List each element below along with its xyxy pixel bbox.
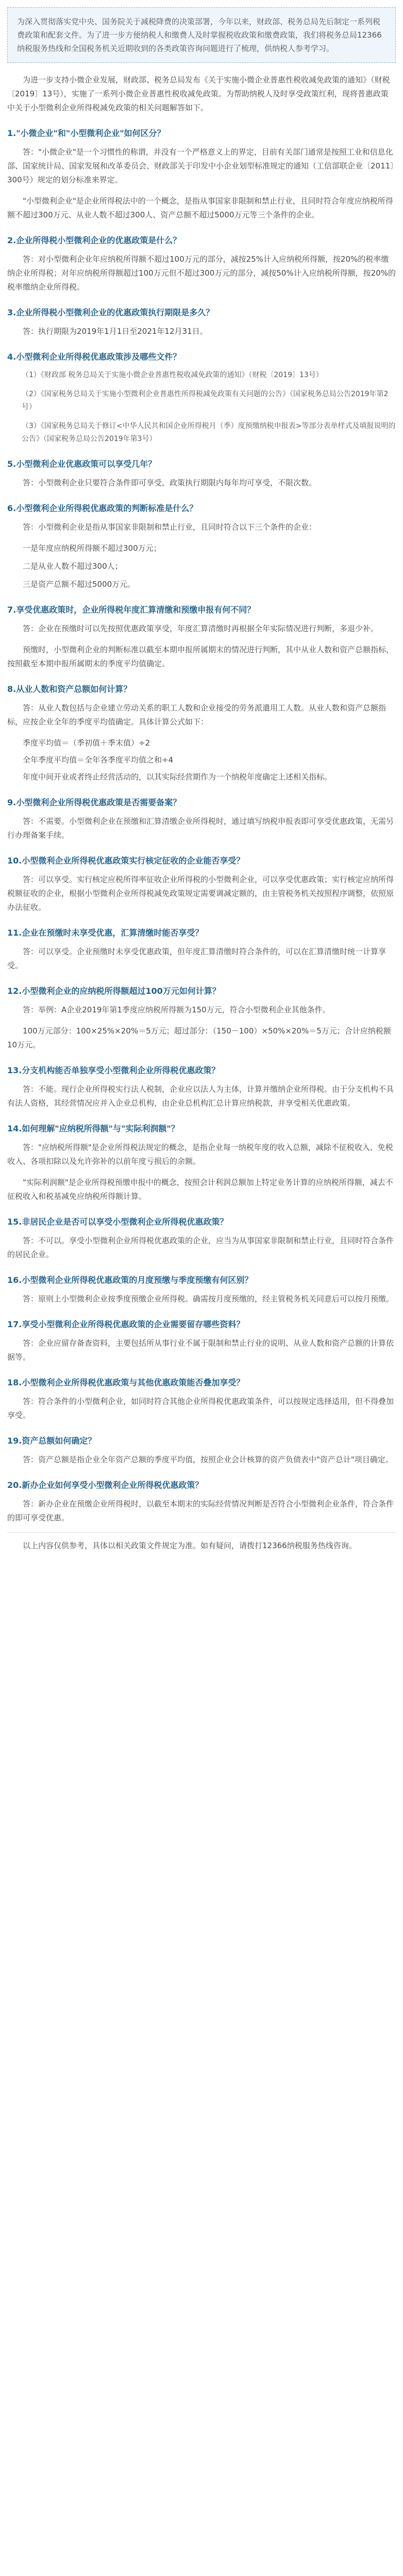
closing-paragraph: 以上内容仅供参考，具体以相关政策文件规定为准。如有疑问，请拨打12366纳税服务热线咨询。 [23,1541,357,1550]
formula-annual-average: 全年季度平均值＝全年各季度平均值之和÷4 [23,755,174,765]
question-7-title: 7.享受优惠政策时，企业所得税年度汇算清缴和预缴申报有何不同？ [7,605,256,615]
question-10-title: 10.小型微利企业所得税优惠政策实行核定征收的企业能否享受？ [7,856,245,866]
answer-15-para-1: 答：不可以。享受小型微利企业所得税优惠政策的企业，应当为从事国家非限制和禁止行业，且同时符合条件的居民企业。 [7,1236,394,1259]
question-20-title: 20.新办企业如何享受小型微利企业所得税优惠政策？ [7,1480,204,1490]
answer-2-para-1: 答：对小型微利企业年应纳税所得额不超过100万元的部分，减按25%计入应纳税所得额，按20%的税率缴纳企业所得税；对年应纳税所得额超过100万元但不超过300万元的部分，减按50%计入应纳税所得额，按20%的税率缴纳企业所得税。 [7,255,396,292]
question-15-title: 15.非居民企业是否可以享受小型微利企业所得税优惠政策？ [7,1217,228,1227]
condition-item-3: 三是资产总额不超过5000万元。 [23,580,136,589]
answer-12-para-2: 100万元部分：100×25%×20%＝5万元；超过部分：（150－100）×50%×20%＝5万元；合计应纳税额10万元。 [7,1026,391,1049]
question-12-title: 12.小型微利企业的应纳税所得额超过100万元如何计算？ [7,986,221,996]
answer-8-para-2: 年度中间开业或者终止经营活动的，以其实际经营期作为一个纳税年度确定上述相关指标。 [23,772,332,782]
policy-ref-3: （3）《国家税务总局关于修订<中华人民共和国企业所得税月（季）度预缴纳税申报表>等部分表单样式及填报说明的公告》（国家税务总局公告2019年第3号） [22,422,396,443]
answer-1-para-2: "小型微利企业"是企业所得税法中的一个概念，是指从事国家非限制和禁止行业，且同时符合年度应纳税所得额不超过300万元、从业人数不超过300人、资产总额不超过5000万元等三个条件的企业。 [7,196,393,219]
answer-7-para-1: 答：企业在预缴时可以先按照优惠政策享受，年度汇算清缴时再根据全年实际情况进行判断，多退少补。 [23,624,379,633]
answer-19-para-1: 答：资产总额是指企业全年资产总额的季度平均值，按照企业会计核算的资产负债表中"资产总计"项目确定。 [23,1455,393,1464]
question-11-title: 11.企业在预缴时未享受优惠，汇算清缴时能否享受？ [7,928,204,938]
answer-1-para-1: 答："小微企业"是一个习惯性的称谓，并没有一个严格意义上的界定，目前有关部门通常是按照工业和信息化部、国家统计局、国家发展和改革委员会、财政部关于印发中小企业划型标准规定的通知（工信部联企业〔2011〕300号）规定的划分标准来界定。 [7,147,394,184]
question-2-title: 2.企业所得税小型微利企业的优惠政策是什么？ [7,235,181,245]
question-3-title: 3.企业所得税小型微利企业的优惠政策执行期限是多久？ [7,308,214,317]
question-9-title: 9.小型微利企业所得税优惠政策是否需要备案？ [7,798,181,807]
condition-item-1: 一是年度应纳税所得额不超过300万元； [23,544,161,553]
question-16-title: 16.小型微利企业所得税优惠政策的月度预缴与季度预缴有何区别？ [7,1275,253,1285]
intro-box [7,7,396,63]
policy-ref-2: （2）《国家税务总局关于实施小型微利企业普惠性所得税减免政策有关问题的公告》（国家税务总局公告2019年第2号） [22,390,389,411]
answer-10-para-1: 答：可以享受。实行核定应税所得率征收企业所得税的小型微利企业，可以享受优惠政策；实行核定应纳所得税额征收的企业，根据小型微利企业所得税减免政策规定需要调减定额的，由主管税务机关按照程序调整，依照原办法征收。 [7,875,394,912]
question-18-title: 18.小型微利企业所得税优惠政策与其他优惠政策能否叠加享受？ [7,1378,245,1387]
answer-5-para-1: 答：小型微利企业只要符合条件即可享受，政策执行期限内每年均可享受，不限次数。 [23,478,317,487]
answer-6-para-1: 答：小型微利企业是指从事国家非限制和禁止行业，且同时符合以下三个条件的企业： [23,522,317,532]
closing-divider [7,1532,396,1533]
question-13-title: 13.分支机构能否单独享受小型微利企业所得税优惠政策？ [7,1065,220,1075]
policy-ref-1: （1）《财政部 税务总局关于实施小微企业普惠性税收减免政策的通知》（财税〔2019〕13号） [22,371,323,379]
question-19-title: 19.资产总额如何确定？ [7,1436,96,1446]
opening-paragraph: 为进一步支持小微企业发展，财政部、税务总局发布《关于实施小微企业普惠性税收减免政策的通知》（财税〔2019〕13号），实施了一系列小微企业普惠性税收减免政策。为帮助纳税人及时享受政策红利，现将普惠政策中关于小型微利企业所得税减免政策的相关问题解答如下。 [7,75,390,112]
answer-12-para-1: 答：举例：A企业2019年第1季度应纳税所得额为150万元，符合小型微利企业其他条件。 [23,1005,330,1014]
answer-17-para-1: 答：企业应留存备查资料，主要包括所从事行业不属于限制和禁止行业的说明、从业人数和资产总额的计算依据等。 [7,1338,394,1362]
answer-9-para-1: 答：不需要。小型微利企业在预缴和汇算清缴企业所得税时，通过填写纳税申报表即可享受优惠政策，无需另行办理备案手续。 [7,817,394,840]
answer-13-para-1: 答：不能。现行企业所得税实行法人税制，企业应以法人为主体，计算并缴纳企业所得税。由于分支机构不具有法人资格，其经营情况应并入企业总机构，由企业总机构汇总计算应纳税款，并享受相关优惠政策。 [7,1084,394,1108]
question-4-title: 4.小型微利企业所得税优惠政策涉及哪些文件？ [7,352,181,362]
question-14-title: 14.如何理解"应纳税所得额"与"实际利润额"？ [7,1124,179,1133]
answer-8-para-1: 答：从业人数包括与企业建立劳动关系的职工人数和企业接受的劳务派遣用工人数。从业人数和资产总额指标，应按企业全年的季度平均值确定。具体计算公式如下： [7,703,387,726]
question-8-title: 8.从业人数和资产总额如何计算？ [7,684,132,694]
answer-14-para-1: 答："应纳税所得额"是企业所得税法规定的概念，是指企业每一纳税年度的收入总额，减除不征税收入、免税收入、各项扣除以及允许弥补的以前年度亏损后的余额。 [7,1143,393,1166]
answer-16-para-1: 答：原则上小型微利企业按季度预缴企业所得税。确需按月度预缴的，经主管税务机关同意后可以按月预缴。 [23,1294,394,1303]
answer-14-para-2: "实际利润额"是企业所得税预缴申报中的概念，按照会计利润总额加上特定业务计算的应纳税所得额，减去不征税收入和税基减免应纳税所得额计算。 [7,1178,393,1201]
answer-7-para-2: 预缴时，小型微利企业的判断标准以截至本期申报所属期末的情况进行判断，其中从业人数和资产总额指标，按照截至本期申报所属期末的季度平均值确定。 [7,645,394,668]
question-6-title: 6.小型微利企业所得税优惠政策的判断标准是什么？ [7,503,198,513]
answer-20-para-1: 答：新办企业在预缴企业所得税时，以截至本期末的实际经营情况判断是否符合小型微利企业条件，符合条件的即可享受优惠。 [7,1499,394,1522]
condition-item-2: 二是从业人数不超过300人； [23,562,123,571]
question-5-title: 5.小型微利企业优惠政策可以享受几年？ [7,459,157,469]
formula-quarter-average: 季度平均值＝（季初值＋季末值）÷2 [23,738,150,748]
question-1-title: 1."小微企业"和"小型微利企业"如何区分？ [7,128,165,138]
intro-text: 为深入贯彻落实党中央、国务院关于减税降费的决策部署，今年以来，财政部、税务总局先后制定一系列税费政策和配套文件。为了进一步方便纳税人和缴费人及时掌握税收政策和缴费政策，我们将税务总局12366纳税服务热线和全国税务机关近期收到的各类政策咨询问题进行了梳理，供纳税人参考学习。 [17,17,382,53]
question-17-title: 17.享受小型微利企业所得税优惠政策的企业需要留存哪些资料？ [7,1319,245,1329]
answer-3-para-1: 答：执行期限为2019年1月1日至2021年12月31日。 [23,327,208,336]
answer-11-para-1: 答：可以享受。企业预缴时未享受优惠政策，但年度汇算清缴时符合条件的，可以在汇算清缴时统一计算享受。 [7,947,387,970]
answer-18-para-1: 答：符合条件的小型微利企业，如同时符合其他企业所得税优惠政策条件，可以按规定选择适用，但不得叠加享受。 [7,1397,394,1420]
